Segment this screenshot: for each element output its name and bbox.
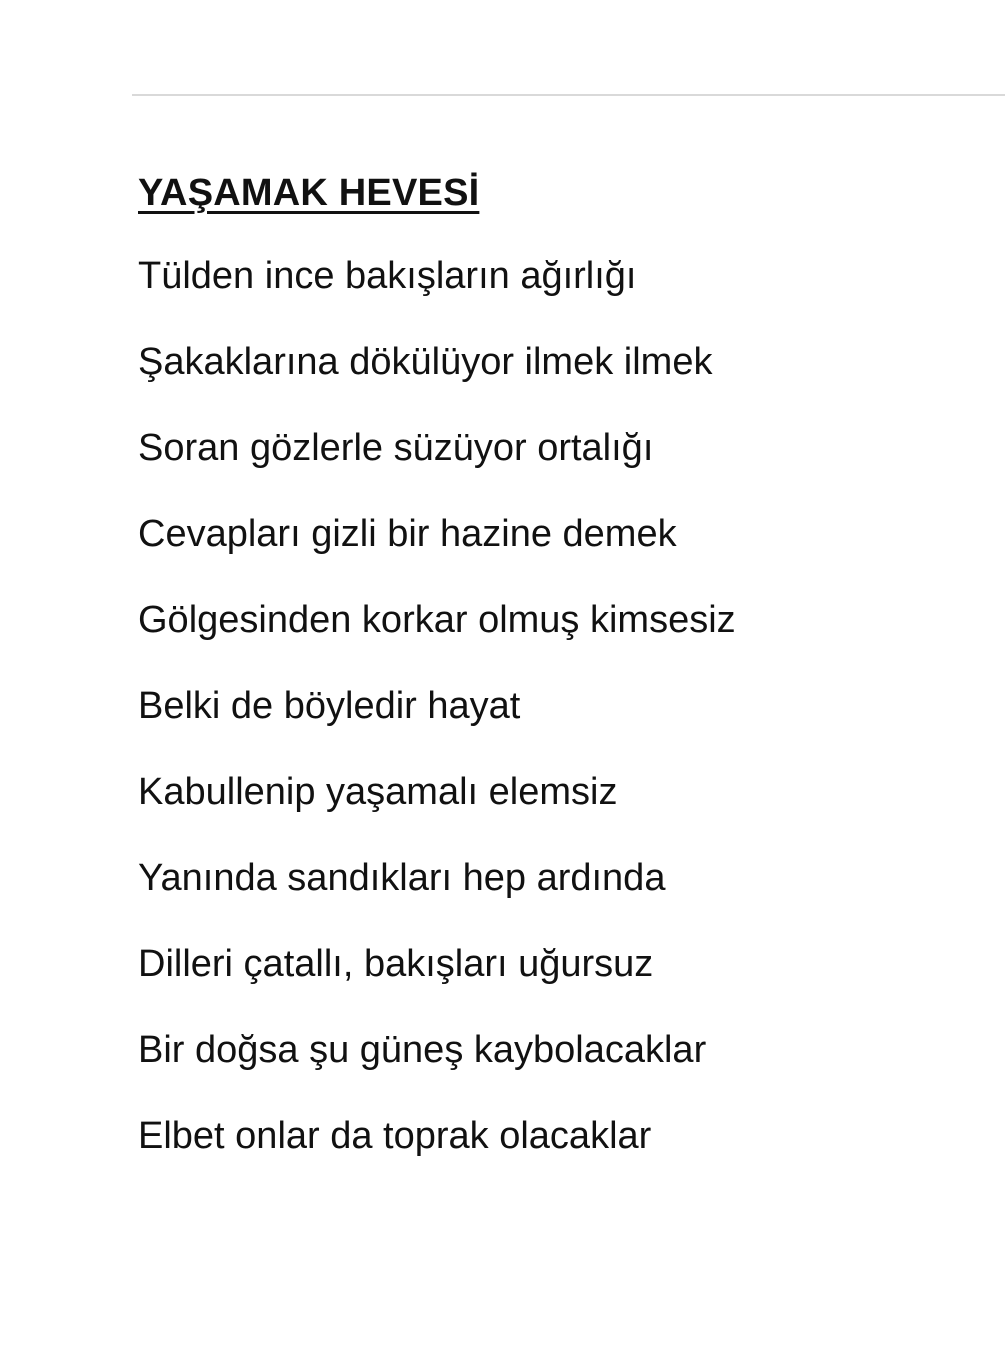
poem-line: Soran gözlerle süzüyor ortalığı	[138, 427, 654, 469]
poem-line: Belki de böyledir hayat	[138, 685, 521, 727]
page-divider-line	[132, 94, 1005, 96]
poem-block	[138, 165, 978, 1197]
poem-lines	[138, 251, 978, 1197]
poem-title: YAŞAMAK HEVESİ	[138, 172, 480, 214]
poem-line: Elbet onlar da toprak olacaklar	[138, 1115, 652, 1157]
poem-line: Gölgesinden korkar olmuş kimsesiz	[138, 599, 736, 641]
poem-line: Yanında sandıkları hep ardında	[138, 857, 666, 899]
poem-line: Dilleri çatallı, bakışları uğursuz	[138, 943, 654, 985]
poem-line: Kabullenip yaşamalı elemsiz	[138, 771, 618, 813]
poem-line: Tülden ince bakışların ağırlığı	[138, 255, 637, 297]
poem-line: Cevapları gizli bir hazine demek	[138, 513, 677, 555]
poem-line: Bir doğsa şu güneş kaybolacaklar	[138, 1029, 707, 1071]
poem-line: Şakaklarına dökülüyor ilmek ilmek	[138, 341, 713, 383]
